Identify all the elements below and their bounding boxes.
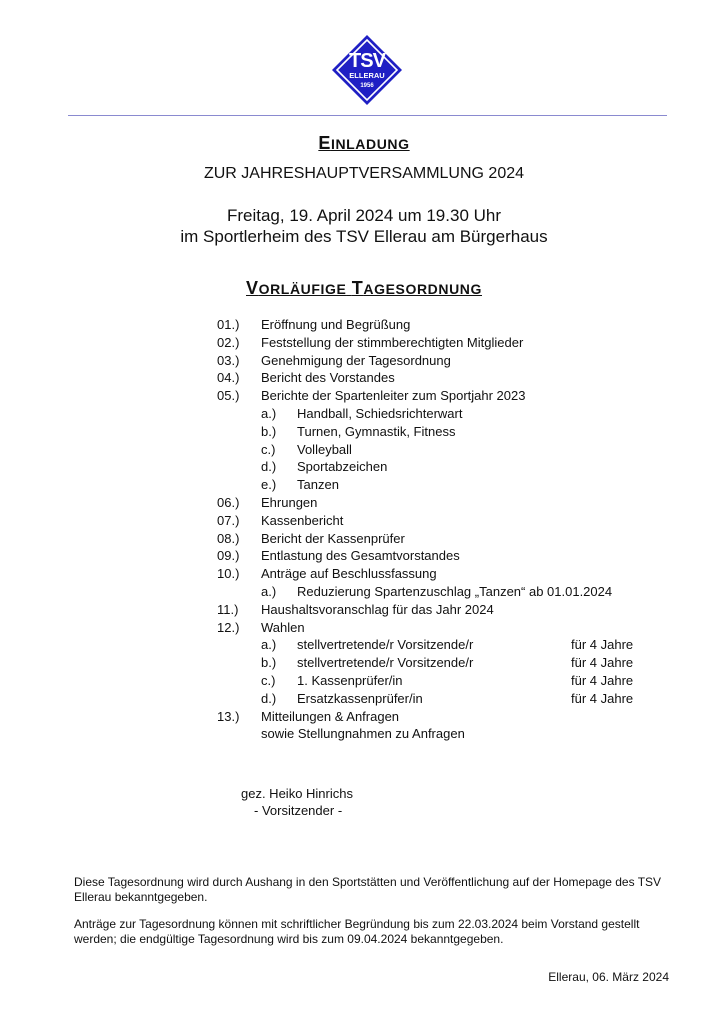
agenda-subitem-letter: e.) <box>261 477 277 493</box>
agenda-item-text: Ehrungen <box>261 495 318 510</box>
agenda-item-continuation: sowie Stellungnahmen zu Anfragen <box>261 726 465 742</box>
club-logo <box>331 34 403 106</box>
logo-letters: TSV <box>349 50 385 72</box>
agenda-subitem-letter: d.) <box>261 459 277 475</box>
agenda-item-number: 08.) <box>217 530 240 546</box>
footer-note-motions: Anträge zur Tagesordnung können mit schriftlicher Begründung bis zum 22.03.2024 beim Vorstand gestellt werden; die endgültige Tagesordnung wird bis zum 09.04.2024 bekanntgegeben. <box>74 917 640 946</box>
agenda-subitem-text: Tanzen <box>297 477 339 493</box>
agenda-subitem-letter: a.) <box>261 637 277 653</box>
agenda-subitem-text: Volleyball <box>297 441 352 457</box>
agenda-subitem-letter: d.) <box>261 690 277 706</box>
agenda-item-text: Bericht der Kassenprüfer <box>261 530 405 546</box>
signature-role: - Vorsitzender - <box>254 803 343 818</box>
agenda-item-text: Wahlen <box>261 619 305 635</box>
election-term: für 4 Jahre <box>571 655 634 671</box>
invitation-title: EINLADUNG <box>318 133 410 153</box>
agenda-subitem-letter: c.) <box>261 673 276 688</box>
agenda-subitem-letter: b.) <box>261 655 277 671</box>
logo-year: 1956 <box>360 83 374 89</box>
election-term: für 4 Jahre <box>571 673 634 688</box>
agenda-item-number: 05.) <box>217 388 240 404</box>
agenda-subitem-text: Turnen, Gymnastik, Fitness <box>297 423 456 439</box>
agenda-item-number: 06.) <box>217 495 240 510</box>
agenda-subitem-letter: c.) <box>261 441 276 457</box>
agenda-item-number: 09.) <box>217 548 240 564</box>
election-term: für 4 Jahre <box>571 637 634 653</box>
agenda-item-number: 12.) <box>217 619 240 635</box>
agenda-item-text: Kassenbericht <box>261 512 344 528</box>
agenda-subitem-text: Handball, Schiedsrichterwart <box>297 406 463 421</box>
agenda-item-text: Haushaltsvoranschlag für das Jahr 2024 <box>261 601 494 617</box>
agenda-item-number: 13.) <box>217 708 240 724</box>
agenda-item-text: Anträge auf Beschlussfassung <box>261 566 437 582</box>
agenda-item-number: 02.) <box>217 334 240 350</box>
agenda-item-number: 04.) <box>217 370 240 386</box>
election-term: für 4 Jahre <box>571 690 634 706</box>
agenda-subitem-text: Reduzierung Spartenzuschlag „Tanzen“ ab 01.01.2024 <box>297 584 613 599</box>
agenda-item-number: 01.) <box>217 317 240 332</box>
agenda-item-text: Bericht des Vorstandes <box>261 370 395 386</box>
footer-note-publication: Diese Tagesordnung wird durch Aushang in den Sportstätten und Veröffentlichung auf der Homepage des TSV Ellerau bekanntgegeben. <box>74 875 662 904</box>
meeting-subtitle: ZUR JAHRESHAUPTVERSAMMLUNG 2024 <box>203 165 525 182</box>
signature-name: gez. Heiko Hinrichs <box>241 786 353 801</box>
agenda-subitem-text: stellvertretende/r Vorsitzende/r <box>297 637 474 653</box>
agenda-item-text: Eröffnung und Begrüßung <box>261 317 411 332</box>
agenda-subitem-letter: b.) <box>261 423 277 439</box>
agenda-subitem-letter: a.) <box>261 406 277 421</box>
agenda-item-text: Genehmigung der Tagesordnung <box>261 352 451 368</box>
header-divider <box>68 115 667 116</box>
agenda-item-number: 10.) <box>217 566 240 582</box>
agenda-item-text: Feststellung der stimmberechtigten Mitglieder <box>261 334 524 350</box>
agenda-subitem-text: 1. Kassenprüfer/in <box>297 673 403 688</box>
agenda-item-text: Mitteilungen & Anfragen <box>261 708 400 724</box>
logo-club-name: ELLERAU <box>349 71 385 80</box>
agenda-item-text: Berichte der Spartenleiter zum Sportjahr 2023 <box>261 388 526 404</box>
agenda-subitem-letter: a.) <box>261 584 277 599</box>
place-and-date: Ellerau, 06. März 2024 <box>548 970 669 984</box>
meeting-date: Freitag, 19. April 2024 um 19.30 Uhr <box>226 206 502 225</box>
meeting-location: im Sportlerheim des TSV Ellerau am Bürgerhaus <box>180 227 548 246</box>
agenda-item-number: 03.) <box>217 352 240 368</box>
agenda-title: VORLÄUFIGE TAGESORDNUNG <box>246 278 482 298</box>
agenda-subitem-text: stellvertretende/r Vorsitzende/r <box>297 655 474 671</box>
agenda-item-number: 11.) <box>217 601 239 617</box>
agenda-subitem-text: Sportabzeichen <box>297 459 388 475</box>
agenda-subitem-text: Ersatzkassenprüfer/in <box>297 690 423 706</box>
agenda-item-number: 07.) <box>217 512 240 528</box>
agenda-item-text: Entlastung des Gesamtvorstandes <box>261 548 460 564</box>
